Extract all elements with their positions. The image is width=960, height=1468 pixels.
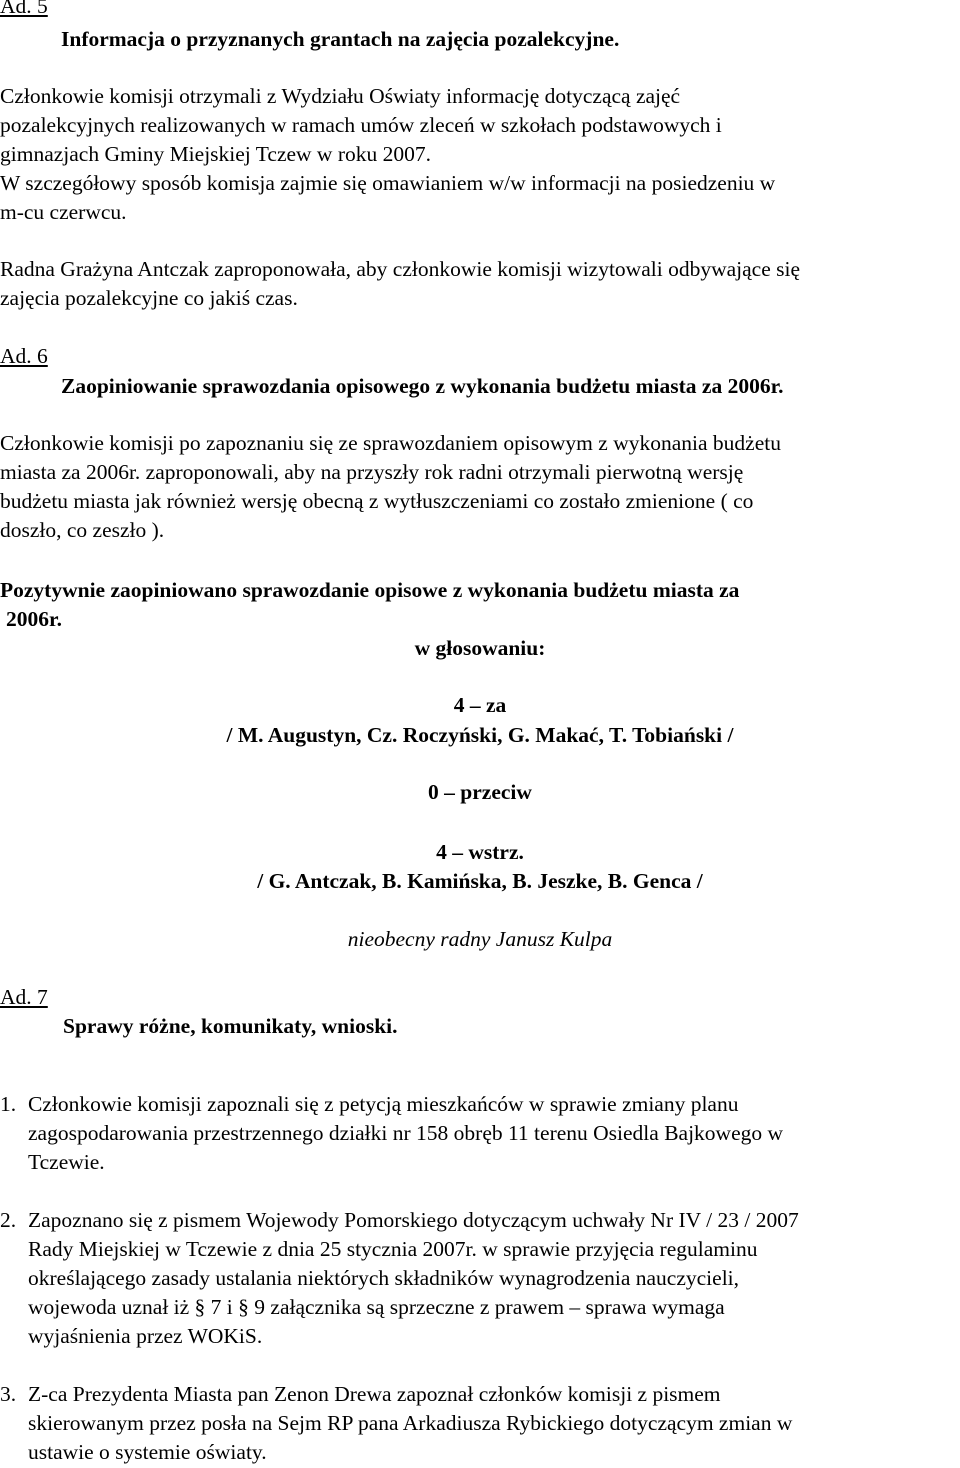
text-line: określającego zasady ustalania niektórych składników wynagrodzenia nauczycieli, (28, 1266, 740, 1290)
text-line: m-cu czerwcu. (0, 200, 127, 224)
text-line: Rady Miejskiej w Tczewie z dnia 25 stycznia 2007r. w sprawie przyjęcia regulaminu (28, 1237, 758, 1261)
vote-heading: w głosowaniu: (414, 636, 546, 660)
text-line: zajęcia pozalekcyjne co jakiś czas. (0, 286, 298, 310)
section-title-ad6: Zaopiniowanie sprawozdania opisowego z wykonania budżetu miasta za 2006r. (61, 374, 784, 398)
text-line: Pozytywnie zaopiniowano sprawozdanie opisowe z wykonania budżetu miasta za (0, 578, 740, 602)
vote-abstain-names: / G. Antczak, B. Kamińska, B. Jeszke, B. Genca / (257, 869, 703, 893)
vote-for-names: / M. Augustyn, Cz. Roczyński, G. Makać, T. Tobiański / (226, 723, 734, 747)
text-line: ustawie o systemie oświaty. (28, 1440, 267, 1464)
list-item-number: 1. (0, 1092, 17, 1116)
text-line: skierowanym przez posła na Sejm RP pana Arkadiusza Rybickiego dotyczącym zmian w (28, 1411, 793, 1435)
section-title-ad7: Sprawy różne, komunikaty, wnioski. (63, 1014, 398, 1038)
text-line: Członkowie komisji po zapoznaniu się ze sprawozdaniem opisowym z wykonania budżetu (0, 431, 781, 455)
text-line: Tczewie. (28, 1150, 105, 1174)
vote-for-count: 4 – za (453, 693, 507, 717)
section-label-ad5: Ad. 5 (0, 0, 48, 18)
section-title-ad5: Informacja o przyznanych grantach na zajęcia pozalekcyjne. (61, 27, 620, 51)
text-line: Członkowie komisji otrzymali z Wydziału Oświaty informację dotyczącą zajęć (0, 84, 681, 108)
text-line: budżetu miasta jak również wersję obecną z wytłuszczeniami co zostało zmienione ( co (0, 489, 754, 513)
text-line: Radna Grażyna Antczak zaproponowała, aby członkowie komisji wizytowali odbywające się (0, 257, 801, 281)
text-line: miasta za 2006r. zaproponowali, aby na przyszły rok radni otrzymali pierwotną wersję (0, 460, 744, 484)
section-label-ad6: Ad. 6 (0, 344, 48, 368)
text-line: gimnazjach Gminy Miejskiej Tczew w roku 2007. (0, 142, 431, 166)
text-line: doszło, co zeszło ). (0, 518, 165, 542)
text-line: wyjaśnienia przez WOKiS. (28, 1324, 263, 1348)
text-line: pozalekcyjnych realizowanych w ramach umów zleceń w szkołach podstawowych i (0, 113, 722, 137)
text-line: Członkowie komisji zapoznali się z petycją mieszkańców w sprawie zmiany planu (28, 1092, 739, 1116)
text-line: wojewoda uznał iż § 7 i § 9 załącznika są sprzeczne z prawem – sprawa wymaga (28, 1295, 725, 1319)
text-line: Z-ca Prezydenta Miasta pan Zenon Drewa zapoznał członków komisji z pismem (28, 1382, 721, 1406)
text-line: W szczegółowy sposób komisja zajmie się omawianiem w/w informacji na posiedzeniu w (0, 171, 776, 195)
text-line: 2006r. (6, 607, 62, 631)
vote-abstain-count: 4 – wstrz. (436, 840, 524, 864)
section-label-ad7: Ad. 7 (0, 985, 48, 1009)
text-line: zagospodarowania przestrzennego działki nr 158 obręb 11 terenu Osiedla Bajkowego w (28, 1121, 784, 1145)
vote-against-count: 0 – przeciw (428, 780, 532, 804)
text-line: Zapoznano się z pismem Wojewody Pomorskiego dotyczącym uchwały Nr IV / 23 / 2007 (28, 1208, 799, 1232)
list-item-number: 3. (0, 1382, 17, 1406)
list-item-number: 2. (0, 1208, 17, 1232)
absent-member-note: nieobecny radny Janusz Kulpa (347, 927, 613, 951)
